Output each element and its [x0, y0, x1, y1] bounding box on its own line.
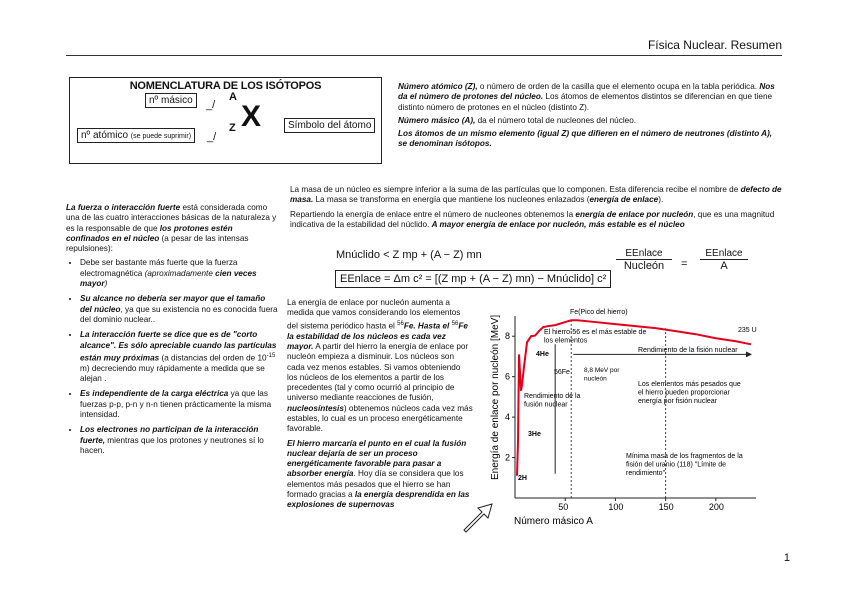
- ratio-numerator-2: EEnlace: [700, 248, 748, 260]
- label-min-mass: Mínima masa de los fragmentos de la fisión del uranio (118) "Límite de rendimiento": [626, 453, 743, 477]
- symbol-label: Símbolo del átomo: [284, 118, 375, 133]
- def-isotopes: Los átomos de un mismo elemento (igual Z) que difieren en el número de neutrones (distinto A), se denominan isótopos.: [398, 129, 773, 149]
- formula-mass: Mnúclido < Z mp + (A − Z) mn: [336, 249, 482, 261]
- mass-defect-section: [290, 185, 782, 230]
- label-fe56: 56Fe: [554, 369, 570, 376]
- binding-curve-explanation: [287, 298, 473, 511]
- list-item: • Su alcance no debería ser mayor que el tamaño del núcleo, ya que su existencia no es conocida fuera del dominio nuclear..: [80, 294, 278, 325]
- label-h2: 2H: [518, 475, 527, 482]
- formula-binding-energy: EEnlace = Δm c² = [(Z mp + (A − Z) mn) − Mnúclido] c²: [335, 270, 611, 288]
- list-item: • Los electrones no participan de la interacción fuerte, mientras que los protones y neutrones sí lo hacen.: [80, 425, 278, 456]
- y-tick-label: 8: [505, 331, 511, 342]
- label-he3: 3He: [528, 431, 541, 438]
- middle-p1: La energía de enlace por nucleón aumenta a medida que vamos considerando los elementos del sistema periódico hasta el $^{56}$Fe. Hasta el $^{56}$Fe la estabilidad de los núcleos es cada vez mayor. A partir del hierro la energía de enlace por nucleón empieza a disminuir. Los núcleos son cada vez menos estables. Si vamos obteniendo los núcleos de los elementos a partir de los precedentes (tal y como ocurrió al principio de universo mediante reacciones de fusión, nucleosíntesis) obtenemos núcleos cada vez más estables, lo cual es un proceso energéticamente favorable.: [287, 298, 473, 434]
- middle-p2: El hierro marcaría el punto en el cual la fusión nuclear dejaría de ser un proceso energéticamente favorable para pasar a absorber energía. Hoy día se considera que los elementos más pesados que el hierro se han formado gracias a la energía desprendida en las explosiones de supernovas: [287, 438, 470, 510]
- x-tick-label: 200: [708, 502, 724, 512]
- ratio-numerator: EEnlace: [616, 248, 672, 260]
- page-header: Física Nuclear. Resumen: [647, 38, 782, 52]
- list-item: • La interacción fuerte se dice que es de "corto alcance". Es sólo apreciable cuando las partículas están muy próximas (a distancias del orden de $10^{-15}$ m) decreciendo muy rápidamente a medida que se alejan .: [80, 330, 278, 384]
- mass-defect-p2: Repartiendo la energía de enlace entre el número de nucleones obtenemos la energía de enlace por nucleón, que es una magnitud indicativa de la estabilidad del núclido. A mayor energía de enlace por nucleón, más estable es el núcleo: [290, 209, 775, 229]
- list-item: • Es independiente de la carga eléctrica ya que las fuerzas p-p, p-n y n-n tienen prácticamente la misma intensidad.: [80, 389, 278, 420]
- binding-energy-chart: [488, 300, 784, 526]
- equals-sign: =: [681, 258, 688, 270]
- definitions: [398, 82, 782, 150]
- x-tick-label: 50: [558, 502, 569, 512]
- atomic-number-label: nº atómico (se puede suprimir): [77, 128, 195, 143]
- label-heavy: Los elementos más pesados que el hierro pueden proporcionar energía por fisión nuclear: [638, 381, 741, 405]
- y-tick-label: 6: [505, 371, 511, 382]
- y-tick-label: 2: [505, 452, 511, 463]
- label-he4: 4He: [536, 351, 549, 358]
- letter-a: A: [229, 91, 237, 103]
- label-fission: Rendimiento de la fisión nuclear: [638, 347, 738, 354]
- header-divider: [66, 55, 782, 56]
- label-fe-note: El hierro-56 es el más estable de los elementos: [544, 329, 647, 345]
- mass-dash: _/: [206, 99, 216, 111]
- label-fe-value: 8,8 MeV por nucleón: [584, 367, 620, 383]
- mass-number-label: nº másico: [145, 93, 197, 108]
- mass-defect-p1: La masa de un núcleo es siempre inferior a la suma de las partículas que lo componen. Esta diferencia recibe el nombre de defecto de masa. La masa se transforma en energía que mantiene los nucleones enlazados (energía de enlace).: [290, 185, 782, 205]
- def-atomic-number: Número atómico (Z), o número de orden de la casilla que el elemento ocupa en la tabla periódica. Nos da el número de protones del núcleo. Los átomos de elementos distintos se diferencian en que tiene distinto número de protones en el núcleo (distinto Z).: [398, 82, 775, 112]
- label-u235: 235 U: [738, 327, 757, 334]
- letter-z: Z: [229, 122, 236, 134]
- def-mass-number: Número másico (A), da el número total de nucleones del núcleo.: [398, 115, 637, 125]
- ratio-denominator: Nucleón: [623, 260, 665, 272]
- page-number: 1: [783, 552, 790, 564]
- ratio-a: [700, 248, 748, 272]
- x-tick-label: 100: [608, 502, 624, 512]
- x-axis-label: Número másico A: [514, 516, 593, 526]
- y-axis-label: Energía de enlace por nucleón [MeV]: [490, 314, 501, 480]
- label-fusion: Rendimiento de la fusión nuclear: [524, 393, 581, 409]
- element-symbol: X: [241, 100, 262, 133]
- strong-force-intro: La fuerza o interacción fuerte está considerada como una de las cuatro interacciones básicas de la naturaleza y es la responsable de que los protones estén confinados en el núcleo (a pesar de las intensas repulsiones):: [66, 203, 277, 254]
- label-fe-peak: Fe(Pico del hierro): [570, 309, 628, 316]
- nomenclature-title: NOMENCLATURA DE LOS ISÓTOPOS: [129, 80, 322, 92]
- x-tick-label: 150: [658, 502, 674, 512]
- list-item: • Debe ser bastante más fuerte que la fuerza electromagnética (aproximadamente cien veces mayor): [80, 258, 278, 289]
- strong-force-section: [66, 203, 278, 461]
- strong-force-list: [66, 258, 278, 456]
- y-tick-label: 4: [505, 412, 511, 423]
- ratio-nucleon: [616, 248, 672, 272]
- ratio-denominator-2: A: [720, 260, 728, 272]
- atomic-dash: _/: [207, 131, 217, 143]
